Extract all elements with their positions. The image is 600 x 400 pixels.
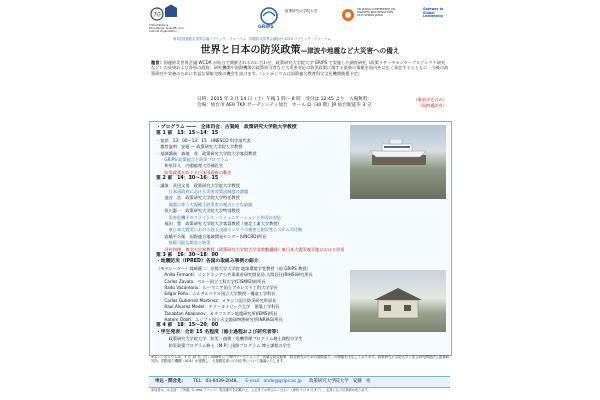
date-note: （事前申込のみ）	[413, 97, 447, 102]
program-line: 和泉洋人 内閣総理大臣補佐官	[156, 163, 224, 169]
program-line: 第 3 部 16：30～18：00	[156, 253, 219, 258]
contact-email[interactable]: E-mail：ando@grips.ac.jp	[245, 379, 302, 384]
program-line: 防災政策プログラム修士（M.P.）国際プログラム 博士課程の学生	[156, 342, 292, 348]
unesco-caption: United Nations Educational, Scientific and Cultural Organization	[149, 24, 184, 34]
program-line: Edgar Peña：エルサルバドル国立大学教授・構造工学科長	[156, 291, 276, 297]
program-line: 災害危機下のクライシス・コミュニケーションと外国の対応	[156, 214, 282, 220]
program-line: 政策研究大学院大学 防災・復興・危機管理プログラム修士課程の学生	[156, 336, 303, 342]
program-line: 趣旨説明 安藤 ― 政策研究大学院大学教授	[156, 144, 243, 150]
program-line: Raul Alvarez Medel：チリ・カトリック大学 建築工学科長	[156, 304, 280, 310]
program-line: 恒川惠一 政策研究大学院大学特別教授	[156, 208, 240, 214]
program-line: 日本国政府における災害対策法制度の課題	[156, 189, 249, 194]
side-logo: Gateway to Global Leadership	[423, 7, 444, 19]
logo-bar	[145, 4, 455, 38]
svg-text:70: 70	[153, 11, 161, 19]
program-line: ・学生発表：合計 15 名程度（修士過程および研究者等）	[156, 329, 282, 335]
program-line: ・講演：武田文男 政策研究大学院大学教授	[156, 182, 240, 188]
program-line: 第 2 部 14：30～16：15	[156, 176, 219, 182]
program-line: Hatem Odah：エジプト国立天文地球物理研究所(NRIAG)所長	[156, 317, 283, 322]
program-line: 福田 豊 政策研究大学院大学客員教授（東北工業大学教授）	[156, 221, 282, 226]
contact-tel: TEL：03-6439-2048,	[193, 379, 238, 384]
program-line: ・基調講演 森地 茂 政策研究大学院大学客員教授	[156, 150, 257, 156]
grips-label: 政策研究大学院大学	[285, 9, 318, 13]
program-line: Anita Firmanti：インドネシア公共事業省研究開発局 人間居住(RIHS)研究所長	[156, 272, 313, 278]
registration-note: 参加者は、お名前・ご所属・E-mail アドレス・電話番号を記載の上、上記までお申込みください（締切 3 月 9 日まで）。定員になり次第締め切ります。	[151, 388, 371, 392]
program-line: 高橋平兵衛 国際連合地域開発センター(UNCRD)所長	[156, 233, 267, 239]
program-line: Radu Vacareanu：ルーマニア国立ブカレスト工科大学学長	[156, 285, 278, 290]
title-sub: —津波や地震など大災害への備え	[300, 47, 400, 55]
program-line: 地震に伴う大規模土砂災害の視点と主な取組	[156, 201, 253, 207]
purpose-paragraph	[151, 60, 449, 76]
page-title	[145, 44, 455, 58]
workshop-note: ※本シンポジウムは、3 月 15 日（日）GRIPS にて専門ワークショップ「的確な防災政策・防災研究のための国際協力」の開催を予定しております。政策研究大学院大学と国立研究開発法人建築研究所、国際協力機構（JICA）が連携し、大規模災害への対応等について議論いたします。	[151, 355, 449, 364]
program-line: 東日本大震災における陸上交通インフラの被害と耐災性システムの比較	[156, 227, 303, 233]
program-line: 池谷 浩 政策研究大学院大学特任教授	[156, 195, 240, 201]
contact-bar	[149, 376, 450, 388]
event-info	[197, 97, 447, 110]
program-line: 第 4 部 18：15～20：00	[156, 323, 219, 329]
wcdrr-caption: UN WORLD CONFERENCE ON DISASTER RISK REDUCTION 2015 SENDAI JAPAN	[357, 8, 395, 18]
purpose-label: 趣旨：	[151, 60, 164, 65]
grips-name: GRIPS	[258, 25, 274, 30]
program-line: 持続可能な開発と防災	[156, 240, 211, 246]
program-line: Carlos Zavala：ペルー国立工科大学(CISMID)前所長	[156, 278, 266, 284]
program-line: ・挨拶 13：00～13：15 UNESCO 科学部代表	[156, 137, 251, 143]
date-text: 日時：2015 年 3 月 14 日（土）午後 1 時～ 8 時 受付は 12:45 より 入場無料	[197, 97, 368, 102]
program-line: Tanabtan Abakanov：カザフスタン地震研究所(IEMS)所長	[156, 310, 278, 316]
program-line: （モデレーター）岡崎健二：京都大学大学院 地球環境学堂教授（前 GRIPS 教授）	[156, 265, 311, 271]
venue-row	[197, 103, 447, 109]
wcdrr-logo-mark	[341, 8, 355, 22]
purpose-text: 国連防災世界会議 WCDR が仙台で開催されるのに合わせ、政策研究大学院大学 GRIPS で実施した調査研究（政策リサーチセンタープロジェクト研究など）の成果および各国の政府、研究機関や国際機関の政策担当者など大災害対応の防災政策に関する最新の情報を国内外に広く発信するとともに、今後の政策研究や実務のために有益な情報交換の機会を設けます。（シンポジウムは国際連合教育科学文化機関後援予定）	[151, 60, 449, 76]
ship-on-building-icon	[368, 139, 430, 167]
contact-org: 政策研究大学院大学 安藤 宛	[309, 379, 371, 384]
title-main: 世界と日本の防災政策	[200, 45, 301, 56]
contact-label: 申込・問合先：	[155, 379, 186, 384]
forum-banner: 第3回国連防災世界会議パブリック・フォーラム 国連防災世界会議仙台 2015 パブリック・フォーラム	[173, 37, 331, 41]
program-line: 第 1 部 13：15～14：15	[156, 131, 219, 137]
venue-text: 会場：仙台市 AER TKP ガーデンシティ仙台 ホール D（30 階）JR 仙台駅徒歩 3 分	[197, 103, 372, 109]
program-line: GRIPS 政策提言と防災プログラム	[156, 157, 229, 162]
venue-note: （同時通訳有）	[417, 103, 447, 109]
tsunami-ship-photo	[350, 125, 446, 199]
damaged-house-photo	[350, 270, 446, 332]
program-line: ・プログラム ―― 全体司会：古賀純 政策研究大学院大学教授	[156, 125, 297, 130]
program-line: Carlos Gutierrez Martinez：メキシコ国立防災研究所部長	[156, 297, 277, 303]
flyer-page	[145, 0, 455, 400]
program-line: ・地震防災（IPRED）各国の取組み事例の紹介	[156, 259, 259, 265]
program-line: 河村和徳 東北大学准教授（政策研究大学院大学非常勤講師）東日本大震災被災地における投票	[156, 246, 345, 252]
program-line: 防災政策をめぐる日本国政府の動き	[156, 169, 232, 175]
collapsed-house-icon	[370, 286, 426, 320]
